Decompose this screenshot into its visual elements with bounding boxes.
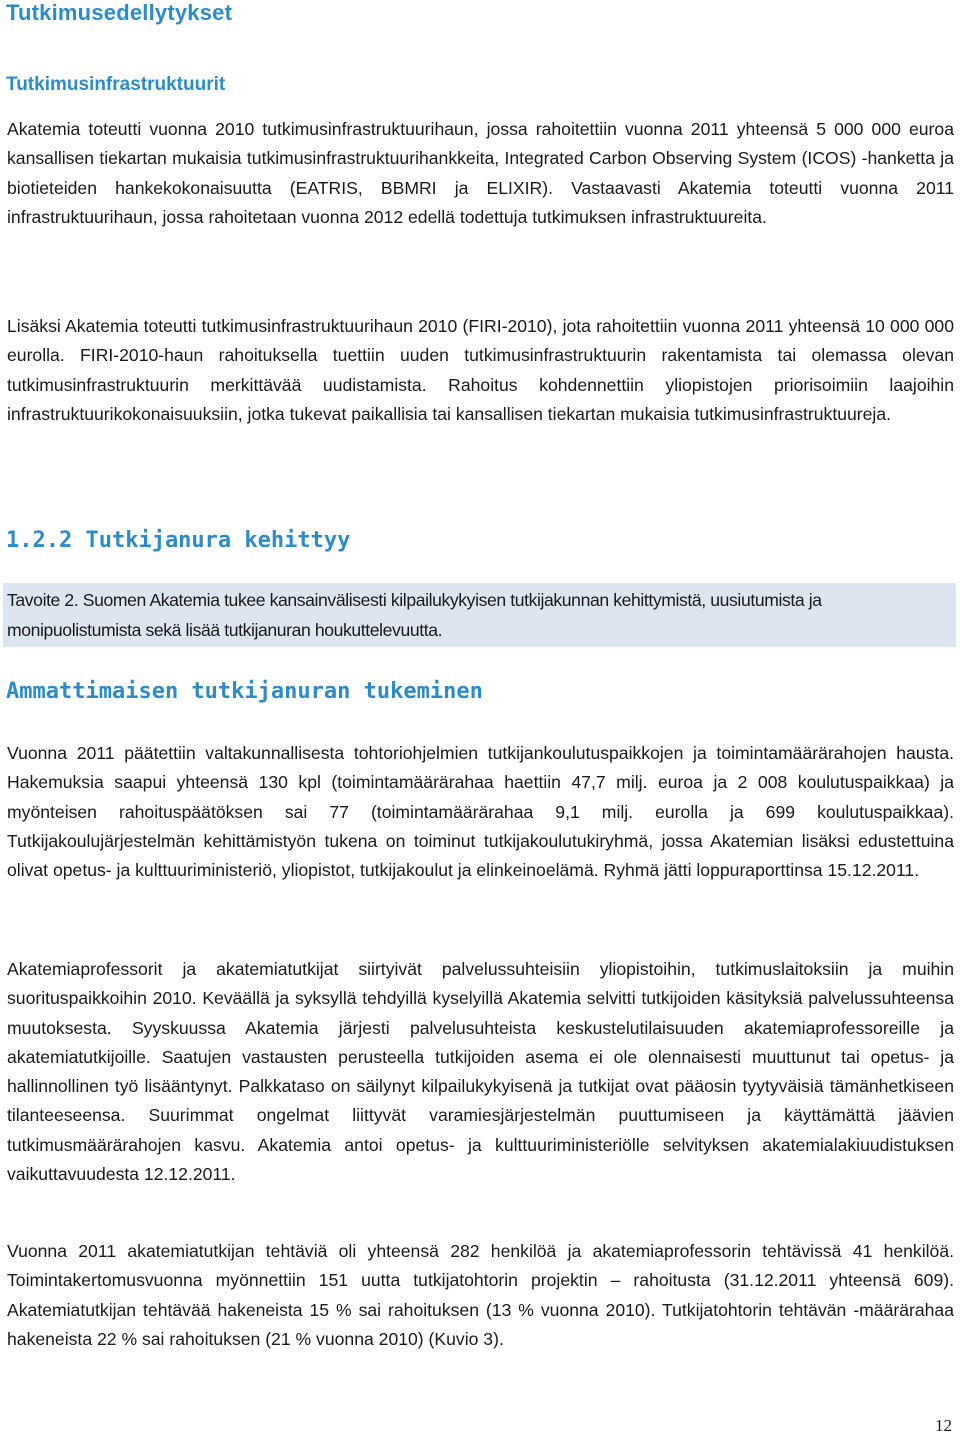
subheading-career-support: Ammattimaisen tutkijanuran tukeminen <box>6 679 483 704</box>
paragraph-career-3: Vuonna 2011 akatemiatutkijan tehtäviä oli yhteensä 282 henkilöä ja akatemiaprofessorin tehtävissä 41 henkilöä. Toimintakertomusvuonna myönnettiin 151 uutta tutkijatohtorin projektin – rahoitusta (31.12.2011 yhteensä 609). Akatemiatutkijan tehtävää hakeneista 15 % sai rahoituksen (13 % vuonna 2010). Tutkijatohtorin tehtävän -määrärahaa hakeneista 22 % sai rahoituksen (21 % vuonna 2010) (Kuvio 3). <box>7 1241 954 1349</box>
section-subtitle-infrastructure: Tutkimusinfrastruktuurit <box>6 74 226 95</box>
paragraph-career-1: Vuonna 2011 päätettiin valtakunnallisesta tohtoriohjelmien tutkijankoulutuspaikkojen ja toimintamäärärahojen hausta. Hakemuksia saapui yhteensä 130 kpl (toimintamäärärahaa haettiin 47,7 milj. euroa ja 2 008 koulutuspaikkaa) ja myönteisen rahoituspäätöksen sai 77 (toimintamäärärahaa 9,1 milj. eurolla ja 699 koulutuspaikkaa). Tutkijakoulujärjestelmän kehittämistyön tukena on toiminut tutkijakoulutukiryhmä, jossa Akatemian lisäksi edustettuina olivat opetus- ja kulttuuriministeriö, yliopistot, tutkijakoulut ja elinkeinoelämä. Ryhmä jätti loppuraporttinsa 15.12.2011. <box>7 743 954 881</box>
page-number: 12 <box>935 1416 952 1435</box>
paragraph-career-2: Akatemiaprofessorit ja akatemiatutkijat siirtyivät palvelussuhteisiin yliopistoihin, tutkimuslaitoksiin ja muihin suorituspaikkoihin 2010. Keväällä ja syksyllä tehdyillä kyselyillä Akatemia selvitti tutkijoiden käsityksiä palvelussuhteensa muutoksesta. Syyskuussa Akatemia järjesti palvelusuhteista keskustelutilaisuuden akatemiaprofessoreille ja akatemiatutkijoille. Saatujen vastausten perusteella tutkijoiden asema ei ole olennaisesti muuttunut tai opetus- ja hallinnollinen työ lisääntynyt. Palkkataso on säilynyt kilpailukykyisenä ja tutkijat ovat pääosin tyytyväisiä tämänhetkiseen tilanteeseensa. Suurimmat ongelmat liittyvät varamiesjärjestelmän puuttumiseen ja käyttämättä jäävien tutkimusmäärärahojen kasvu. Akatemia antoi opetus- ja kulttuuriministeriölle selvityksen akatemialakiuudistuksen vaikuttavuudesta 12.12.2011. <box>7 959 954 1185</box>
paragraph-infrastructure-1: Akatemia toteutti vuonna 2010 tutkimusinfrastruktuurihaun, jossa rahoitettiin vuonna 2011 yhteensä 5 000 000 euroa kansallisen tiekartan mukaisia tutkimusinfrastruktuurihankkeita, Integrated Carbon Observing System (ICOS) -hanketta ja biotieteiden hankekokonaisuutta (EATRIS, BBMRI ja ELIXIR). Vastaavasti Akatemia toteutti vuonna 2011 infrastruktuurihaun, jossa rahoitetaan vuonna 2012 edellä todettuja tutkimuksen infrastruktuureita. <box>7 119 954 227</box>
section-heading-career: 1.2.2 Tutkijanura kehittyy <box>6 528 351 553</box>
page-title: Tutkimusedellytykset <box>6 0 233 25</box>
paragraph-infrastructure-2: Lisäksi Akatemia toteutti tutkimusinfrastruktuurihaun 2010 (FIRI-2010), jota rahoitettiin vuonna 2011 yhteensä 10 000 000 eurolla. FIRI-2010-haun rahoituksella tuettiin uuden tutkimusinfrastruktuurin rakentamista tai olemassa olevan tutkimusinfrastruktuurin merkittävää uudistamista. Rahoitus kohdennettiin yliopistojen priorisoimiin laajoihin infrastruktuurikokonaisuuksiin, jotka tukevat paikallisia tai kansallisen tiekartan mukaisia tutkimusinfrastruktuureja. <box>7 316 954 424</box>
goal-text: Tavoite 2. Suomen Akatemia tukee kansainvälisesti kilpailukykyisen tutkijakunnan kehittymistä, uusiutumista ja monipuolistumista sekä lisää tutkijanuran houkuttelevuutta. <box>7 590 822 640</box>
